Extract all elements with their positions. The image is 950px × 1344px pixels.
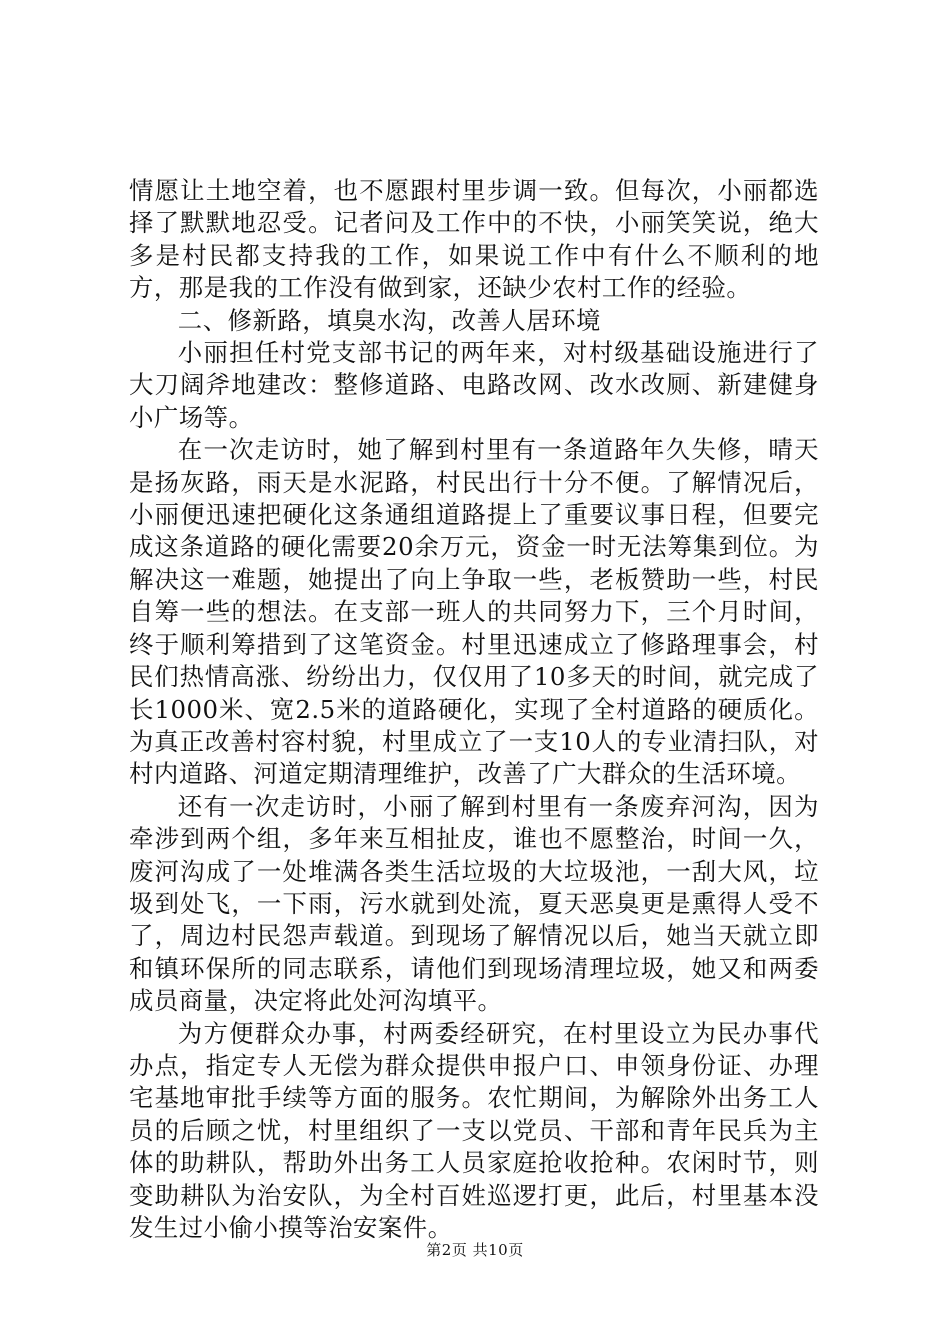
paragraph: 小丽担任村党支部书记的两年来，对村级基础设施进行了大刀阔斧地建改：整修道路、电路改网、改水改厕、新建健身小广场等。 [129, 338, 819, 432]
section-heading: 二、修新路，填臭水沟，改善人居环境 [177, 305, 601, 335]
paragraph: 还有一次走访时，小丽了解到村里有一条废弃河沟，因为牵涉到两个组，多年来互相扯皮，谁也不愿整治，时间一久，废河沟成了一处堆满各类生活垃圾的大垃圾池，一刮大风，垃圾到处飞，一下雨，污水就到处流，夏天恶臭更是熏得人受不了，周边村民怨声载道。到现场了解情况以后，她当天就立即和镇环保所的同志联系，请他们到现场清理垃圾，她又和两委成员商量，决定将此处河沟填平。 [129, 791, 819, 1016]
document-body [129, 175, 819, 1244]
paragraph: 为方便群众办事，村两委经研究，在村里设立为民办事代办点，指定专人无偿为群众提供申报户口、申领身份证、办理宅基地审批手续等方面的服务。农忙期间，为解除外出务工人员的后顾之忧，村里组织了一支以党员、干部和青年民兵为主体的助耕队，帮助外出务工人员家庭抢收抢种。农闲时节，则变助耕队为治安队，为全村百姓巡逻打更，此后，村里基本没发生过小偷小摸等治安案件。 [129, 1018, 819, 1242]
paragraph: 在一次走访时，她了解到村里有一条道路年久失修，晴天是扬灰路，雨天是水泥路，村民出行十分不便。了解情况后，小丽便迅速把硬化这条通组道路提上了重要议事日程，但要完成这条道路的硬化需要20余万元，资金一时无法筹集到位。为解决这一难题，她提出了向上争取一些，老板赞助一些，村民自筹一些的想法。在支部一班人的共同努力下，三个月时间，终于顺利筹措到了这笔资金。村里迅速成立了修路理事会，村民们热情高涨、纷纷出力，仅仅用了10多天的时间，就完成了长1000米、宽2.5米的道路硬化，实现了全村道路的硬质化。为真正改善村容村貌，村里成立了一支10人的专业清扫队，对村内道路、河道定期清理维护，改善了广大群众的生活环境。 [129, 435, 819, 789]
paragraph-continued: 情愿让土地空着，也不愿跟村里步调一致。但每次，小丽都选择了默默地忍受。记者问及工作中的不快，小丽笑笑说，绝大多是村民都支持我的工作，如果说工作中有什么不顺利的地方，那是我的工作没有做到家，还缺少农村工作的经验。 [129, 176, 819, 303]
page-footer: 第2页 共10页 [426, 1241, 524, 1259]
